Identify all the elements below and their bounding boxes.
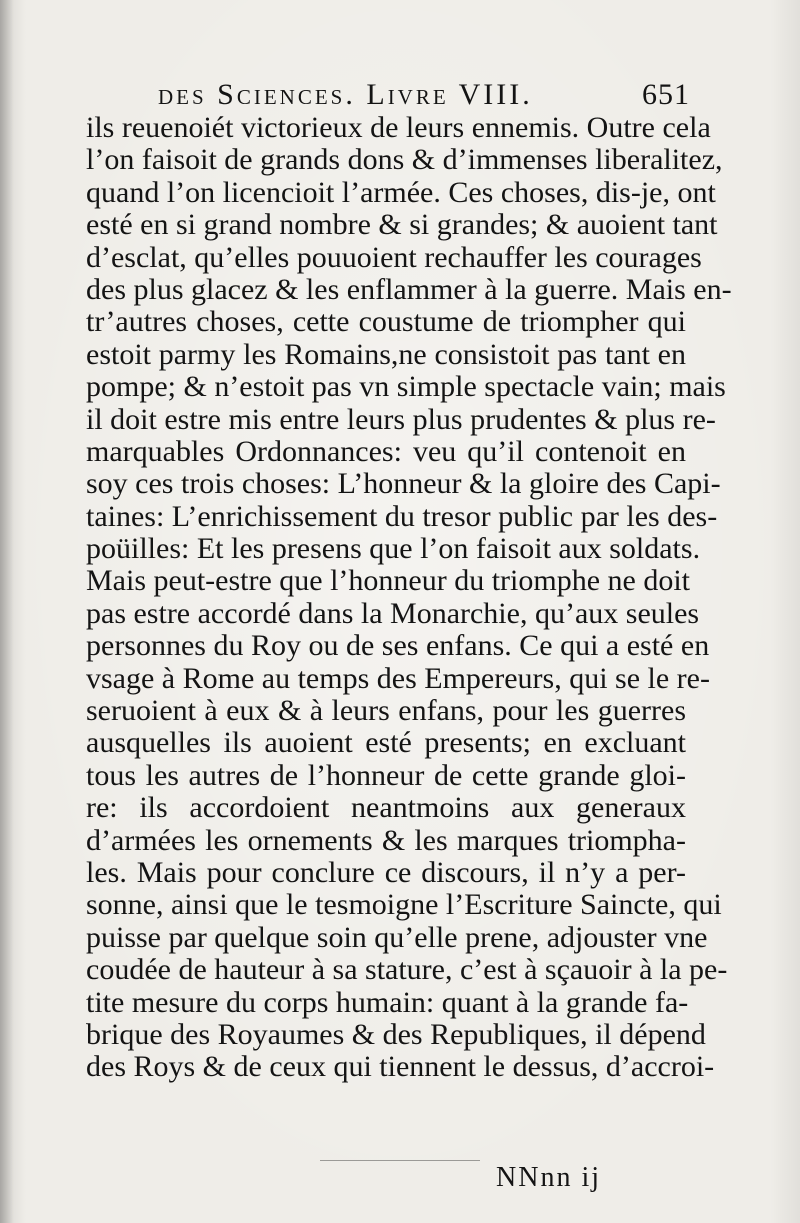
page-gutter-shadow bbox=[0, 0, 14, 1223]
text-line: tite mesure du corps humain: quant à la grande fa- bbox=[86, 985, 689, 1019]
text-line: re: ils accordoient neantmoins aux generaux bbox=[86, 791, 686, 825]
text-line: ausquelles ils auoient esté presents; en excluant bbox=[86, 726, 686, 760]
text-line: tr’autres choses, cette coustume de triompher qui bbox=[86, 305, 686, 339]
signature-mark: NNnn ij bbox=[496, 1162, 601, 1193]
text-line: seruoient à eux & à leurs enfans, pour les guerres bbox=[86, 694, 686, 728]
text-line: personnes du Roy ou de ses enfans. Ce qui a esté en bbox=[86, 629, 710, 663]
text-line: l’on faisoit de grands dons & d’immenses liberalitez, bbox=[86, 143, 723, 177]
text-line: puisse par quelque soin qu’elle prene, adjouster vne bbox=[86, 920, 708, 954]
running-head bbox=[158, 78, 690, 112]
text-line: il doit estre mis entre leurs plus prudentes & plus re- bbox=[86, 402, 716, 436]
text-line: brique des Royaumes & des Republiques, il dépend bbox=[86, 1017, 706, 1051]
text-line: vsage à Rome au temps des Empereurs, qui se le re- bbox=[86, 661, 710, 695]
signature-rule bbox=[320, 1160, 480, 1161]
text-line: taines: L’enrichissement du tresor public par les des- bbox=[86, 499, 718, 533]
body-text bbox=[86, 111, 732, 1084]
text-line: esté en si grand nombre & si grandes; & auoient tant bbox=[86, 208, 718, 242]
text-line: pompe; & n’estoit pas vn simple spectacle vain; mais bbox=[86, 370, 726, 404]
text-line: d’esclat, qu’elles pouuoient rechauffer les courages bbox=[86, 240, 702, 274]
text-line: ils reuenoiét victorieux de leurs ennemis. Outre cela bbox=[86, 111, 711, 144]
text-line: des plus glacez & les enflammer à la guerre. Mais en- bbox=[86, 272, 732, 306]
page-number: 651 bbox=[642, 78, 690, 111]
text-line: estoit parmy les Romains,ne consistoit pas tant en bbox=[86, 337, 686, 371]
text-line: des Roys & de ceux qui tiennent le dessus, d’accroi- bbox=[86, 1050, 715, 1084]
text-line: les. Mais pour conclure ce discours, il n’y a per- bbox=[86, 855, 686, 889]
text-line: coudée de hauteur à sa stature, c’est à sçauoir à la pe- bbox=[86, 953, 728, 987]
running-head-title: des Sciences. Livre VIII. bbox=[158, 78, 533, 111]
text-line: tous les autres de l’honneur de cette grande gloi- bbox=[86, 758, 686, 792]
text-line: poüilles: Et les presens que l’on faisoit aux soldats. bbox=[86, 532, 701, 566]
text-line: d’armées les ornements & les marques triompha- bbox=[86, 823, 686, 857]
text-line: marquables Ordonnances: veu qu’il contenoit en bbox=[86, 434, 686, 468]
text-line: sonne, ainsi que le tesmoigne l’Escriture Saincte, qui bbox=[86, 888, 722, 922]
text-line: Mais peut-estre que l’honneur du triomphe ne doit bbox=[86, 564, 691, 598]
text-line: pas estre accordé dans la Monarchie, qu’aux seules bbox=[86, 596, 700, 630]
text-line: soy ces trois choses: L’honneur & la gloire des Capi- bbox=[86, 467, 721, 501]
text-line: quand l’on licencioit l’armée. Ces choses, dis-je, ont bbox=[86, 175, 716, 209]
